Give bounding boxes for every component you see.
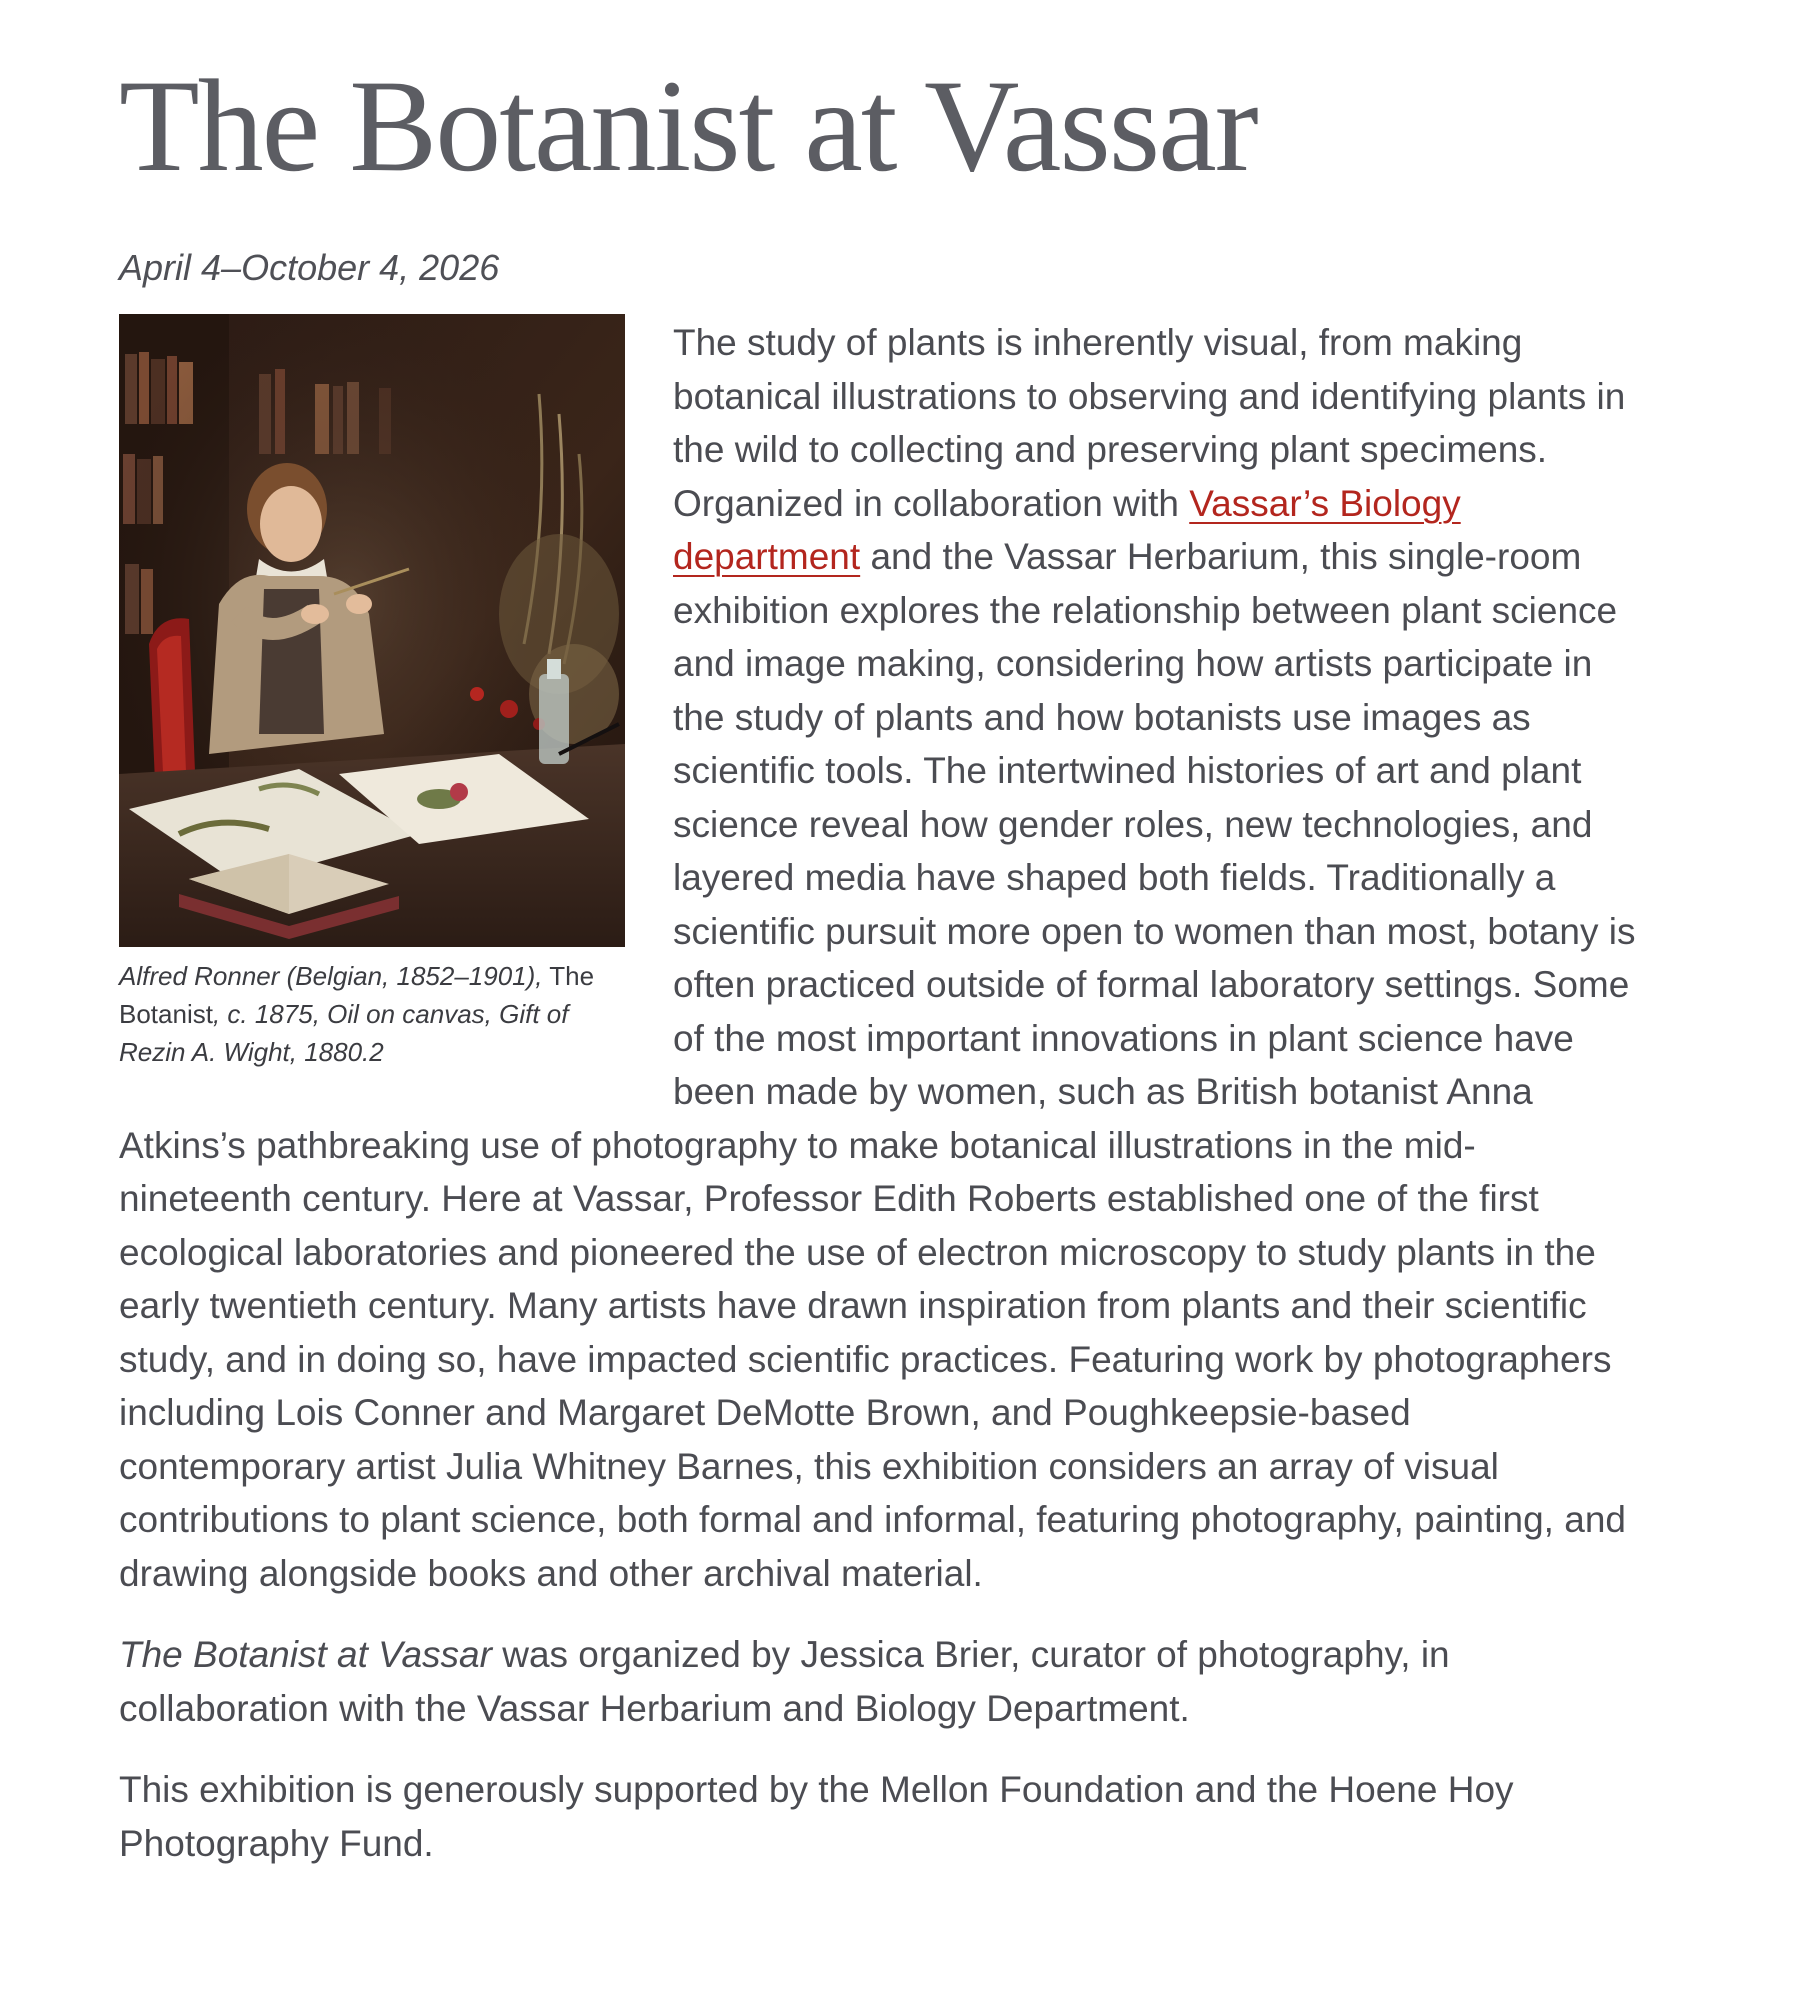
page-title: The Botanist at Vassar — [119, 52, 1257, 199]
exhibition-page — [119, 0, 1639, 1870]
biology-department-link[interactable]: Vassar’s Biology department — [673, 482, 1461, 577]
organized-by-paragraph — [119, 1628, 1639, 1735]
caption-details: , c. 1875, Oil on canvas, Gift of Rezin A. Wight, 1880.2 — [119, 999, 569, 1067]
featured-figure — [119, 314, 625, 1071]
description-text-end: and the Vassar Herbarium, this single-room exhibition explores the relationship between plant science and image making, considering how artists participate in the study of plants and how botanists use images as scientific tools. The intertwined histories of art and plant science reveal how gender roles, new technologies, and layered media have shaped both fields. Traditionally a scientific pursuit more open to women than most, botany is often practiced outside of formal laboratory settings. Some of the most important innovations in plant science have been made by women, such as British botanist Anna Atkins’s pathbreaking use of photography to make botanical illustrations in the mid-nineteenth century. Here at Vassar, Professor Edith Roberts established one of the first ecological laboratories and pioneered the use of electron microscopy to study plants in the early twentieth century. Many artists have drawn inspiration from plants and their scientific study, and in doing so, have impacted scientific practices. Featuring work by photographers including Lois Conner and Margaret DeMotte Brown, and Poughkeepsie-based contemporary artist Julia Whitney Barnes, this exhibition considers an array of visual contributions to plant science, both formal and informal, featuring photography, painting, and drawing alongside books and other archival material. — [119, 536, 1636, 1594]
caption-title: The Botanist — [119, 961, 595, 1029]
organized-by-text: was organized by Jessica Brier, curator of photography, in collaboration with the Vassar Herbarium and Biology Department. — [119, 1634, 1450, 1729]
figure-caption — [119, 957, 625, 1071]
exhibition-description — [119, 314, 1639, 1600]
painting-the-botanist — [119, 314, 625, 947]
description-text-start: The study of plants is inherently visual, from making botanical illustrations to observing and identifying plants in the wild to collecting and preserving plant specimens. Organized in collaboration with — [673, 322, 1626, 524]
exhibition-title-italic: The Botanist at Vassar — [119, 1634, 492, 1675]
exhibition-dates: April 4–October 4, 2026 — [119, 247, 500, 288]
caption-artist: Alfred Ronner (Belgian, 1852–1901), — [119, 961, 543, 991]
support-paragraph: This exhibition is generously supported by the Mellon Foundation and the Hoene Hoy Photography Fund. — [119, 1769, 1514, 1864]
